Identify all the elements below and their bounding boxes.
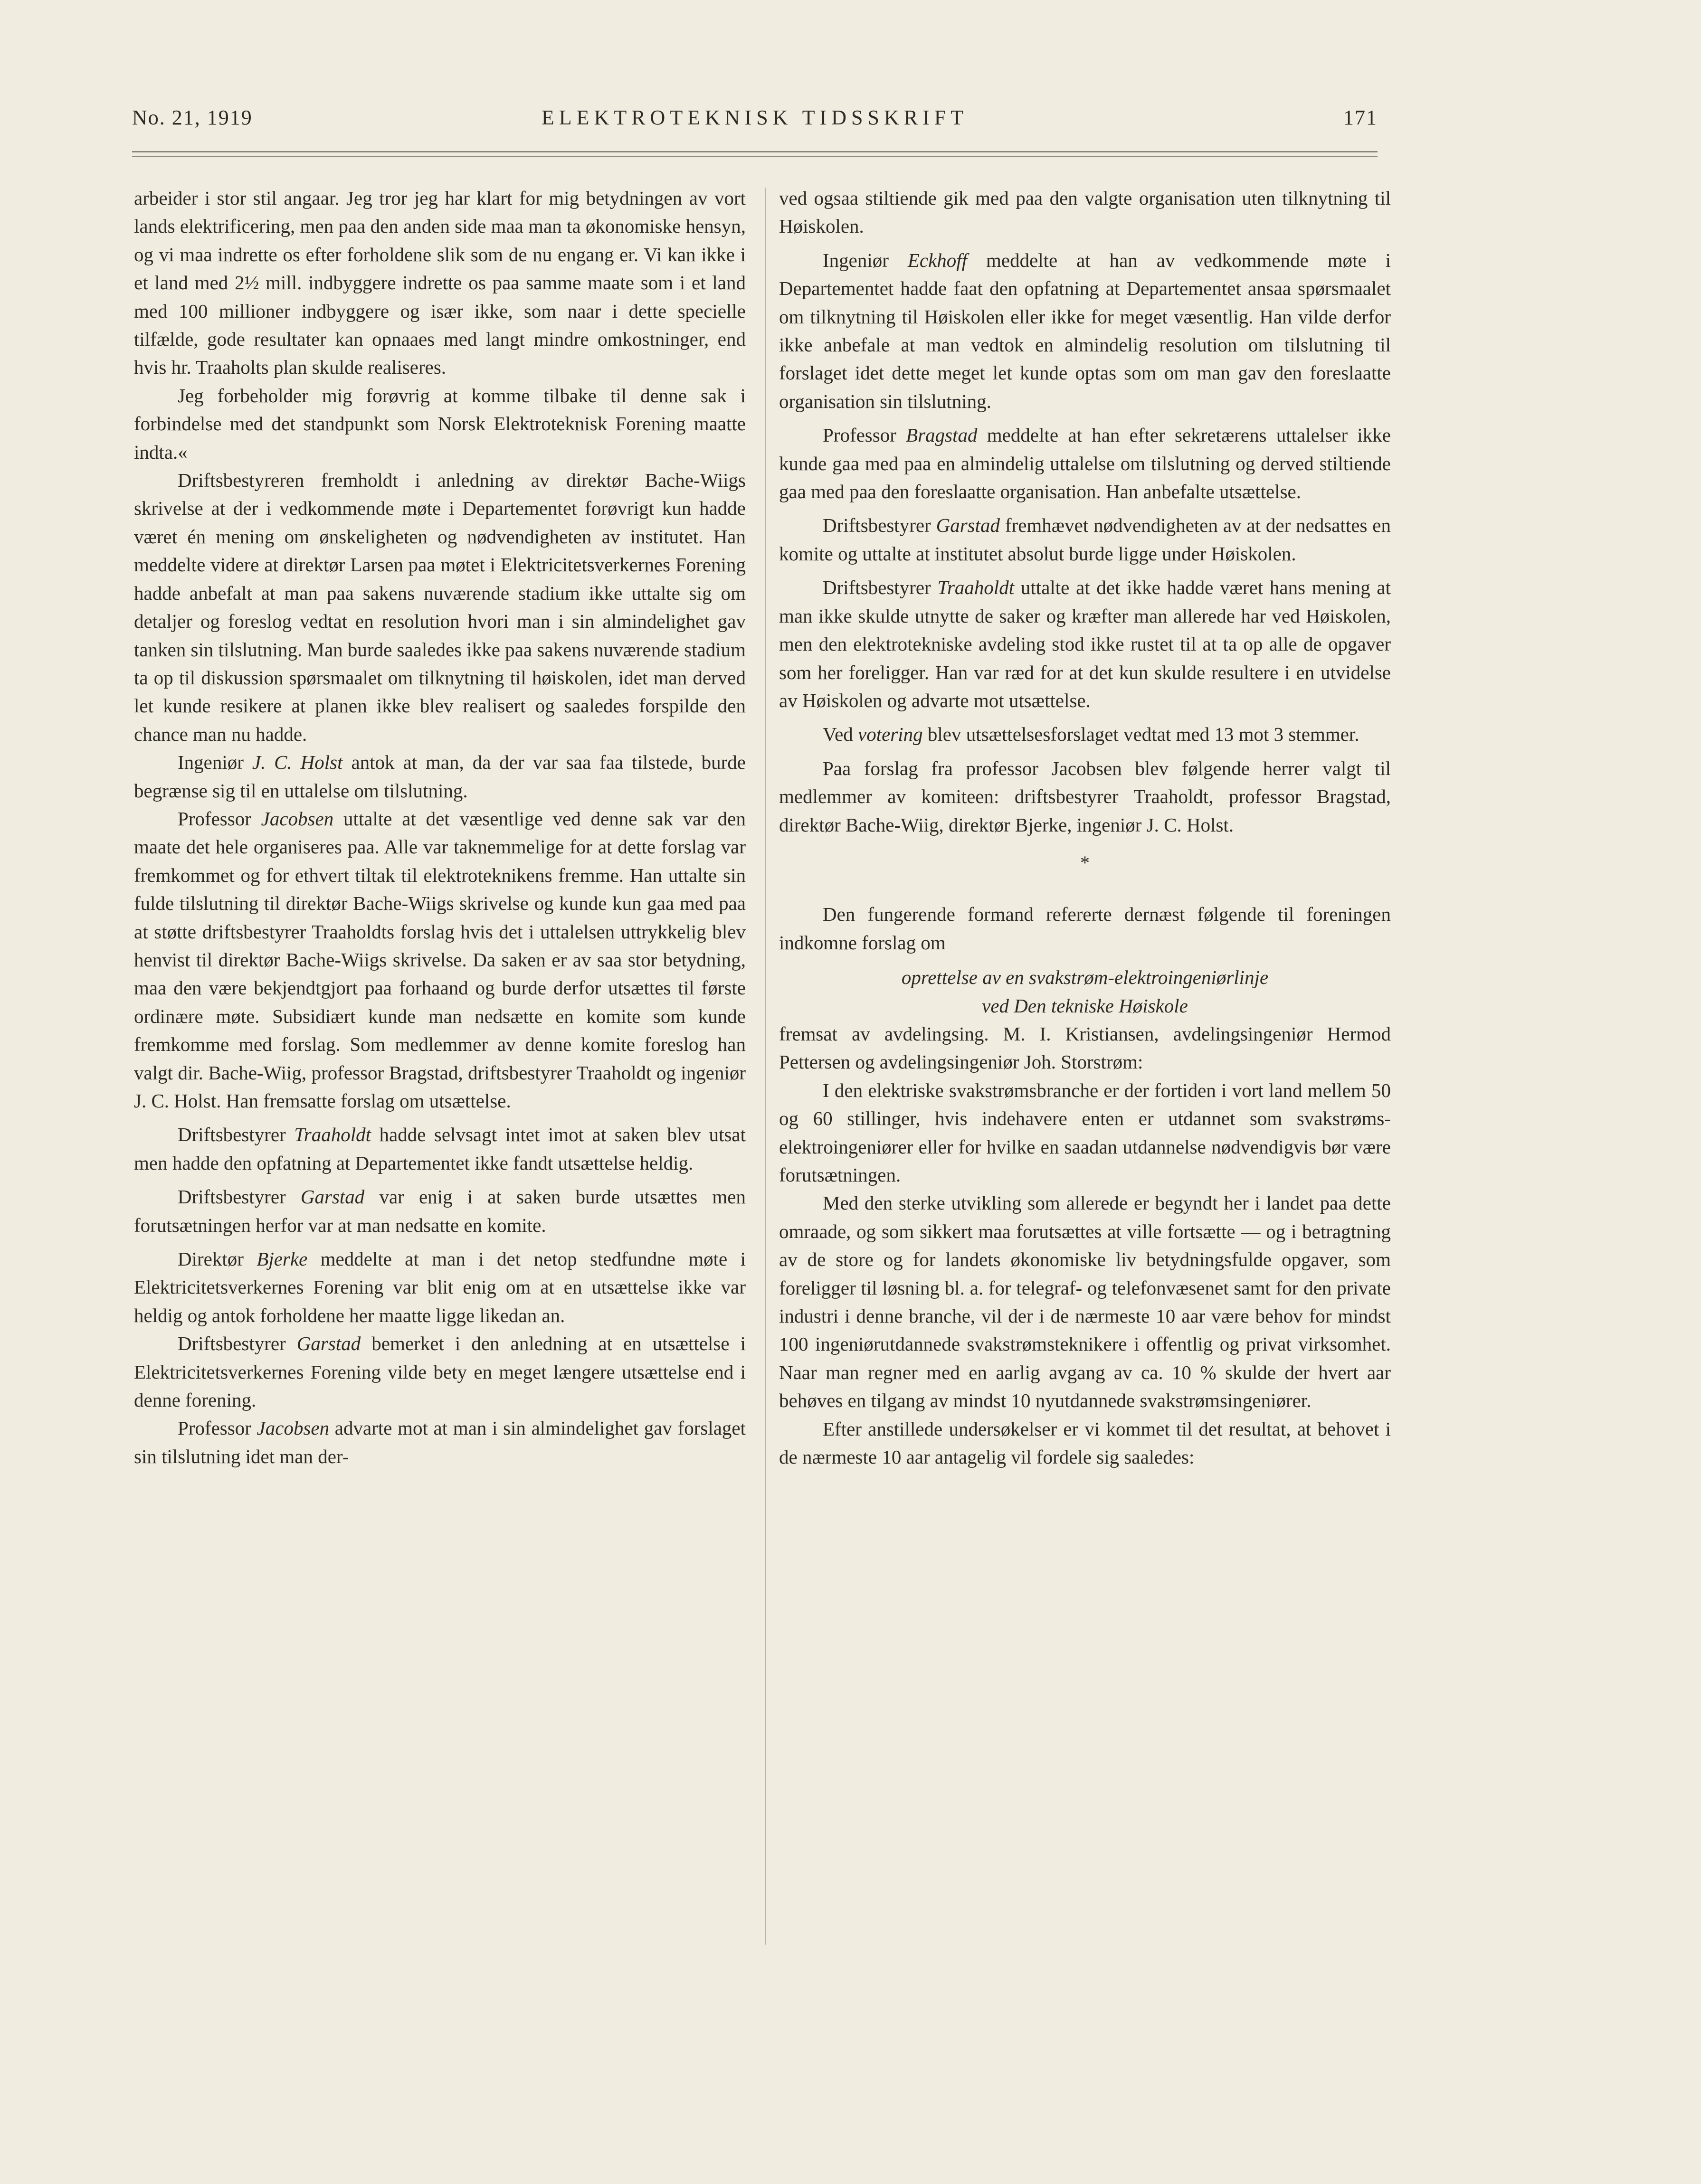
- paragraph: fremsat av avdelingsing. M. I. Kristiansen, avdelingsingeniør Hermod Pettersen og avdelingsingeniør Joh. Storstrøm:: [779, 1022, 1391, 1073]
- speaker-name: Garstad: [300, 1186, 365, 1208]
- column-divider: [765, 188, 766, 1945]
- paragraph: [134, 1245, 746, 1330]
- paragraph-lead: Professor: [178, 807, 261, 830]
- paragraph-body: advarte mot at man i sin almindelighet gav forslaget sin tilslutning idet man der-: [134, 1417, 746, 1467]
- paragraph-body: hadde selvsagt intet imot at saken blev utsat men hadde den opfatning at Departementet ikke fandt utsættelse heldig.: [134, 1124, 746, 1174]
- speaker-name: Garstad: [296, 1333, 361, 1355]
- speaker-name: J. C. Holst: [252, 751, 343, 774]
- paragraph-lead: Driftsbestyrer: [178, 1186, 301, 1208]
- proposal-heading: [779, 964, 1391, 1020]
- speaker-name: Eckhoff: [907, 249, 968, 271]
- paragraph-lead: Driftsbestyrer: [823, 577, 938, 599]
- issue-number: No. 21, 1919: [132, 106, 253, 129]
- journal-title: ELEKTROTEKNISK TIDSSKRIFT: [541, 106, 969, 129]
- paragraph-body: fremhævet nødvendigheten av at der nedsattes en komite og uttalte at institutet absolut burde ligge under Høiskolen.: [779, 514, 1391, 565]
- paragraph-body: uttalte at det væsentlige ved denne sak var den maate det hele organiseres paa. Alle var taknemmelige for at dette forslag var fremkommet og for ethvert tiltak til elektroteknikens fremme. Han uttalte sin fulde tilslutning til direktør Bache-Wiigs skrivelse og kunde kun gaa med paa at støtte driftsbestyrer Traaholdts forslag hvis det i uttalelsen uttrykkelig blev henvist til direktør Bache-Wiigs skrivelse. Da saken er av saa stor betydning, maa den være bekjendtgjort paa forhaand og burde derfor utsættes til første ordinære møte. Subsidiært kunde man nedsætte en komite som kunde fremkomme med forslag. Som medlemmer av denne komite foreslog han valgt dir. Bache-Wiig, professor Bragstad, driftsbestyrer Traaholdt og ingeniør J. C. Holst. Han fremsatte forslag om utsættelse.: [134, 807, 746, 1112]
- paragraph-body: var enig i at saken burde utsættes men forutsætningen herfor var at man nedsatte en komite.: [134, 1186, 746, 1236]
- speaker-name: Traaholdt: [937, 577, 1015, 599]
- paragraph: Jeg forbeholder mig forøvrig at komme tilbake til denne sak i forbindelse med det standpunkt som Norsk Elektroteknisk Forening maatte indta.«: [134, 384, 746, 463]
- paragraph-lead: Direktør: [178, 1248, 257, 1270]
- paragraph: Den fungerende formand refererte dernæst følgende til foreningen indkomne forslag om: [779, 903, 1391, 954]
- paragraph: arbeider i stor stil angaar. Jeg tror jeg har klart for mig betydningen av vort lands elektrificering, men paa den anden side maa man ta økonomiske hensyn, og vi maa indrette os efter forholdene slik som de nu engang er. Vi kan ikke i et land med 2½ mill. indbyggere indrette os paa samme maate som i et land med 100 millioner indbyggere og især ikke, som naar i dette specielle tilfælde, gode resultater kan opnaaes med langt mindre omkostninger, end hvis hr. Traaholts plan skulde realiseres.: [134, 187, 746, 378]
- paragraph-body: meddelte at han av vedkommende møte i Departementet hadde faat den opfatning at Departementet ansaa spørsmaalet om tilknytning til Høiskolen eller ikke for meget væsentlig. Han vilde derfor ikke anbefale at man vedtok en almindelig resolution om tilslutning til forslaget idet dette meget let kunde optas som om man gav den foreslaatte organisation sin tilslutning.: [779, 249, 1391, 412]
- paragraph-lead: Ved: [823, 723, 858, 746]
- speaker-name: Traaholdt: [294, 1124, 371, 1146]
- paragraph: [134, 748, 746, 805]
- paragraph: Med den sterke utvikling som allerede er begyndt her i landet paa dette omraade, og som sikkert maa forutsættes at ville fortsætte — og i betragtning av de store og for landets økonomiske liv betydningsfulde opgaver, som foreligger til løsning bl. a. for telegraf- og telefonvæsenet samt for den private industri i denne branche, vil der i de nærmeste 10 aar være behov for mindst 100 ingeniørutdannede svakstrømsteknikere i offentlig og privat virksomhet. Naar man regner med en aarlig avgang av ca. 10 % skulde der hvert aar behøves en tilgang av mindst 10 nyutdannede svakstrømsingeniører.: [779, 1192, 1391, 1412]
- paragraph-body: blev utsættelsesforslaget vedtat med 13 mot 3 stemmer.: [922, 723, 1359, 746]
- paragraph: [779, 574, 1391, 715]
- paragraph: [779, 421, 1391, 506]
- paragraph-lead: Ingeniør: [178, 751, 252, 774]
- paragraph-lead: Ingeniør: [823, 249, 908, 271]
- paragraph: [134, 805, 746, 1115]
- section-separator: *: [1080, 851, 1090, 873]
- paragraph: [134, 1414, 746, 1471]
- paragraph: Efter anstillede undersøkelser er vi kommet til det resultat, at behovet i de nærmeste 10 aar antagelig vil fordele sig saaledes:: [779, 1418, 1391, 1468]
- paragraph: [779, 511, 1391, 568]
- paragraph: [134, 1121, 746, 1177]
- left-column: [134, 184, 746, 1471]
- proposal-heading-line: oprettelse av en svakstrøm-elektroingeniørlinje: [901, 966, 1269, 989]
- speaker-name: Bjerke: [257, 1248, 308, 1270]
- paragraph: [779, 720, 1391, 748]
- paragraph: I den elektriske svakstrømsbranche er der fortiden i vort land mellem 50 og 60 stillinger, hvis indehavere enten er utdannet som svakstrøms-elektroingeniører eller for hvilke en saadan utdannelse nødvendigvis bør være forutsætningen.: [779, 1079, 1391, 1186]
- page-number: 171: [1343, 106, 1378, 129]
- paragraph-lead: Driftsbestyrer: [178, 1333, 297, 1355]
- speaker-name: Bragstad: [906, 424, 978, 446]
- paragraph-lead: Professor: [178, 1417, 257, 1439]
- paragraph-lead: Driftsbestyrer: [178, 1124, 295, 1146]
- speaker-name: Jacobsen: [257, 1417, 330, 1439]
- paragraph: [134, 1330, 746, 1414]
- paragraph-body: meddelte at man i det netop stedfundne møte i Elektricitetsverkernes Forening var blit enig om at en utsættelse ikke var heldig og antok forholdene her maatte ligge likedan an.: [134, 1248, 746, 1326]
- speaker-name: Jacobsen: [261, 807, 334, 830]
- speaker-name: votering: [858, 723, 923, 746]
- proposal-heading-line: ved Den tekniske Høiskole: [982, 994, 1188, 1017]
- paragraph-body: uttalte at det ikke hadde været hans mening at man ikke skulde utnytte de saker og kræfter man allerede har ved Høiskolen, men den elektrotekniske avdeling stod ikke rustet til at ta op alle de opgaver som her foreligger. Han var ræd for at det kun skulde resultere i en utvidelse av Høiskolen og advarte mot utsættelse.: [779, 577, 1391, 711]
- paragraph: [134, 1183, 746, 1239]
- paragraph: Driftsbestyreren fremholdt i anledning av direktør Bache-Wiigs skrivelse at der i vedkommende møte i Departementet forøvrigt kun hadde været én mening om ønskeligheten og nødvendigheten av institutet. Han meddelte videre at direktør Larsen paa møtet i Elektricitetsverkernes Forening hadde anbefalt at man paa sakens nuværende stadium ikke uttalte sig om detaljer og foreslog vedtat en resolution hvori man i sin almindelighet gav tanken sin tilslutning. Man burde saaledes ikke paa sakens nuværende stadium ta op til diskussion spørsmaalet om tilknytning til høiskolen, idet man derved let kunde resikere at planen ikke blev realisert og saaledes forspilde den chance man nu hadde.: [134, 469, 746, 745]
- right-column: [779, 184, 1391, 1471]
- paragraph: [779, 246, 1391, 416]
- paragraph-lead: Driftsbestyrer: [823, 514, 936, 537]
- paragraph: ved ogsaa stiltiende gik med paa den valgte organisation uten tilknytning til Høiskolen.: [779, 187, 1391, 237]
- running-header: [132, 105, 1378, 134]
- paragraph-body: bemerket i den anledning at en utsættelse i Elektricitetsverkernes Forening vilde bety en meget længere utsættelse end i denne forening.: [134, 1333, 746, 1411]
- paragraph-lead: Professor: [823, 424, 906, 446]
- speaker-name: Garstad: [936, 514, 1000, 537]
- paragraph-body: antok at man, da der var saa faa tilstede, burde begrænse sig til en uttalelse om tilslutning.: [134, 751, 746, 802]
- header-rule: [132, 151, 1378, 152]
- header-rule-thin: [132, 156, 1378, 157]
- paragraph-body: meddelte at han efter sekretærens uttalelser ikke kunde gaa med paa en almindelig uttalelse om tilslutning og derved stiltiende gaa med paa den foreslaatte organisation. Han anbefalte utsættelse.: [779, 424, 1391, 503]
- paragraph: Paa forslag fra professor Jacobsen blev følgende herrer valgt til medlemmer av komiteen: driftsbestyrer Traaholdt, professor Bragstad, direktør Bache-Wiig, direktør Bjerke, ingeniør J. C. Holst.: [779, 757, 1391, 836]
